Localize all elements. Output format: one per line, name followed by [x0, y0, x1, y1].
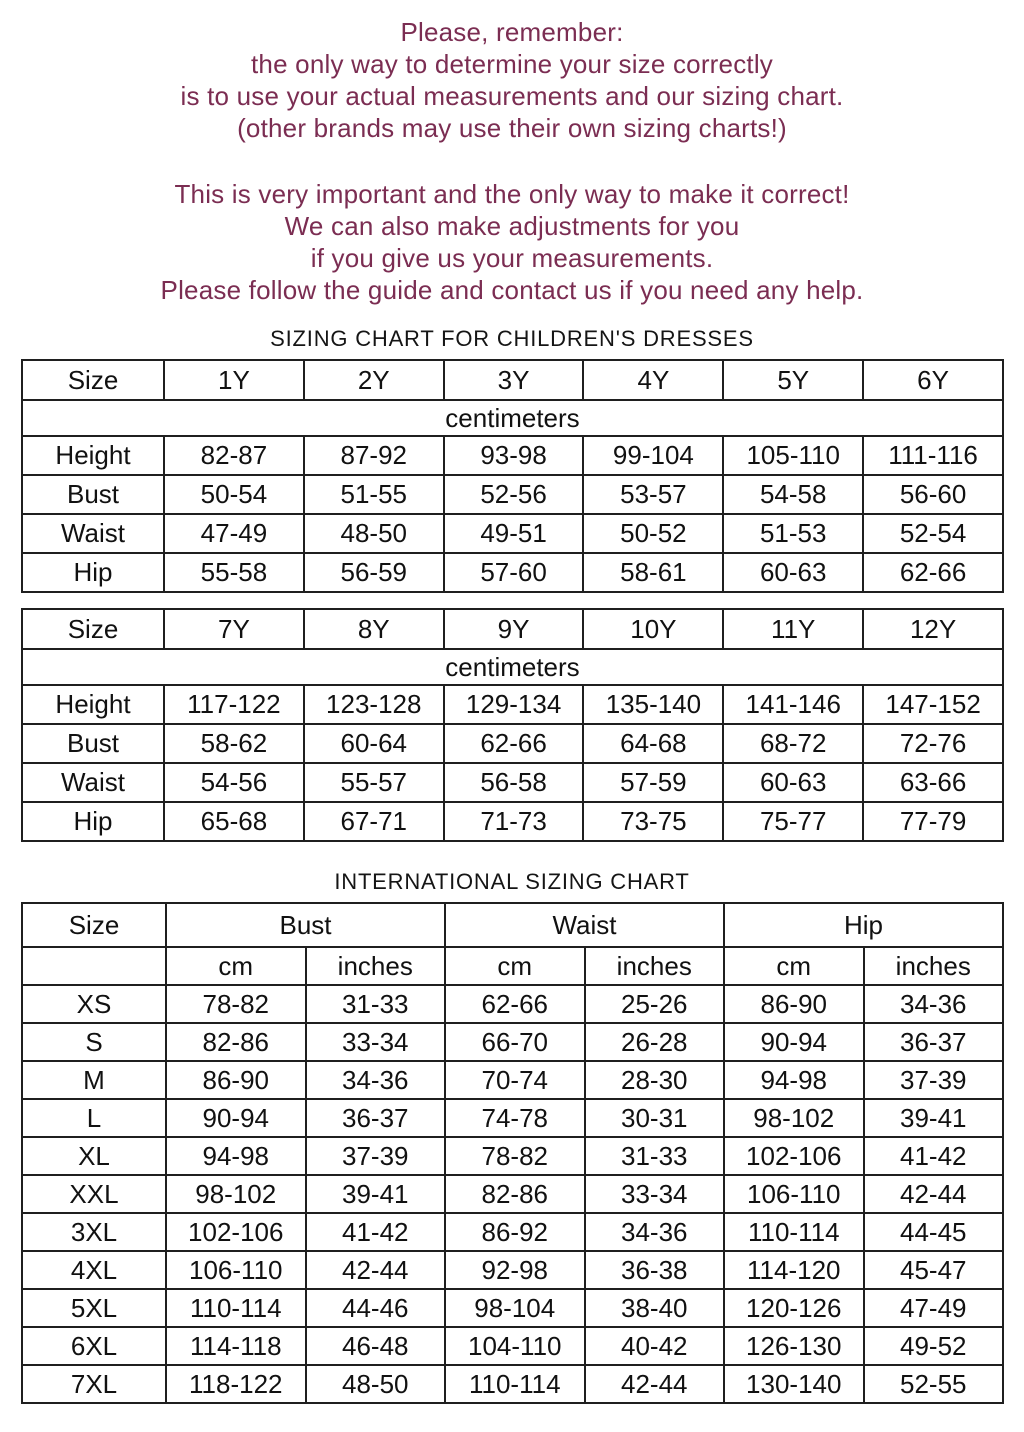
size-label-cell: Size: [22, 903, 166, 947]
table-row: [22, 1099, 1003, 1137]
value-cell: 86-90: [166, 1061, 306, 1099]
size-cell: XL: [22, 1137, 166, 1175]
value-cell: 70-74: [445, 1061, 585, 1099]
units-cell: centimeters: [22, 400, 1003, 436]
empty-cell: [22, 947, 166, 985]
value-cell: 44-45: [864, 1213, 1004, 1251]
measure-label-cell: Waist: [22, 763, 164, 802]
measure-value-cell: 50-52: [583, 514, 723, 553]
size-value-cell: 3Y: [444, 360, 584, 400]
value-cell: 33-34: [306, 1023, 446, 1061]
intro-line: This is very important and the only way to make it correct!: [174, 179, 850, 209]
value-cell: 82-86: [166, 1023, 306, 1061]
size-value-cell: 11Y: [723, 609, 863, 649]
value-cell: 104-110: [445, 1327, 585, 1365]
measure-value-cell: 49-51: [444, 514, 584, 553]
unit-header-cell: inches: [306, 947, 446, 985]
measure-value-cell: 57-60: [444, 553, 584, 592]
intro-line: Please follow the guide and contact us if you need any help.: [160, 275, 864, 305]
measure-value-cell: 60-63: [723, 553, 863, 592]
value-cell: 52-55: [864, 1365, 1004, 1403]
measure-value-cell: 87-92: [304, 436, 444, 475]
group-header-cell: Hip: [724, 903, 1003, 947]
measure-value-cell: 58-61: [583, 553, 723, 592]
value-cell: 90-94: [166, 1099, 306, 1137]
table-row: [22, 985, 1003, 1023]
unit-header-cell: inches: [585, 947, 725, 985]
measure-value-cell: 47-49: [164, 514, 304, 553]
size-cell: XS: [22, 985, 166, 1023]
measure-value-cell: 48-50: [304, 514, 444, 553]
value-cell: 33-34: [585, 1175, 725, 1213]
value-cell: 66-70: [445, 1023, 585, 1061]
measure-value-cell: 56-59: [304, 553, 444, 592]
value-cell: 34-36: [306, 1061, 446, 1099]
value-cell: 40-42: [585, 1327, 725, 1365]
measure-value-cell: 63-66: [863, 763, 1003, 802]
table-row: [22, 763, 1003, 802]
value-cell: 36-37: [864, 1023, 1004, 1061]
table-row: [22, 1023, 1003, 1061]
measure-label-cell: Height: [22, 685, 164, 724]
units-row: [22, 400, 1003, 436]
value-cell: 74-78: [445, 1099, 585, 1137]
value-cell: 34-36: [864, 985, 1004, 1023]
table-row: [22, 1365, 1003, 1403]
measure-value-cell: 54-58: [723, 475, 863, 514]
table-row: [22, 475, 1003, 514]
table-row: [22, 1327, 1003, 1365]
size-value-cell: 1Y: [164, 360, 304, 400]
measure-value-cell: 82-87: [164, 436, 304, 475]
measure-value-cell: 53-57: [583, 475, 723, 514]
table-row: [22, 1175, 1003, 1213]
measure-label-cell: Bust: [22, 475, 164, 514]
size-value-cell: 9Y: [444, 609, 584, 649]
measure-value-cell: 75-77: [723, 802, 863, 841]
value-cell: 31-33: [585, 1137, 725, 1175]
international-size-table: [21, 902, 1004, 1404]
measure-label-cell: Height: [22, 436, 164, 475]
children-size-table-1: [21, 359, 1004, 593]
value-cell: 41-42: [864, 1137, 1004, 1175]
group-header-cell: Waist: [445, 903, 724, 947]
size-cell: XXL: [22, 1175, 166, 1213]
measure-value-cell: 51-53: [723, 514, 863, 553]
value-cell: 78-82: [445, 1137, 585, 1175]
measure-label-cell: Hip: [22, 802, 164, 841]
unit-header-cell: cm: [445, 947, 585, 985]
size-cell: 4XL: [22, 1251, 166, 1289]
international-chart-title: INTERNATIONAL SIZING CHART: [334, 869, 690, 894]
measure-value-cell: 99-104: [583, 436, 723, 475]
table-row: [22, 514, 1003, 553]
size-label-cell: Size: [22, 360, 164, 400]
table-row: [22, 553, 1003, 592]
value-cell: 106-110: [166, 1251, 306, 1289]
paragraph-gap: [0, 144, 1024, 178]
value-cell: 130-140: [724, 1365, 864, 1403]
measure-value-cell: 65-68: [164, 802, 304, 841]
measure-value-cell: 111-116: [863, 436, 1003, 475]
value-cell: 39-41: [864, 1099, 1004, 1137]
children-size-table-2: [21, 608, 1004, 842]
value-cell: 49-52: [864, 1327, 1004, 1365]
units-row: [22, 649, 1003, 685]
measure-value-cell: 129-134: [444, 685, 584, 724]
measure-value-cell: 72-76: [863, 724, 1003, 763]
value-cell: 94-98: [724, 1061, 864, 1099]
units-cell: centimeters: [22, 649, 1003, 685]
value-cell: 37-39: [306, 1137, 446, 1175]
measure-value-cell: 52-54: [863, 514, 1003, 553]
value-cell: 34-36: [585, 1213, 725, 1251]
value-cell: 110-114: [166, 1289, 306, 1327]
value-cell: 30-31: [585, 1099, 725, 1137]
measure-value-cell: 147-152: [863, 685, 1003, 724]
table-row: [22, 1137, 1003, 1175]
intro-line: is to use your actual measurements and our sizing chart.: [180, 81, 844, 111]
value-cell: 37-39: [864, 1061, 1004, 1099]
value-cell: 31-33: [306, 985, 446, 1023]
value-cell: 41-42: [306, 1213, 446, 1251]
value-cell: 110-114: [724, 1213, 864, 1251]
size-cell: 5XL: [22, 1289, 166, 1327]
size-value-cell: 7Y: [164, 609, 304, 649]
size-cell: M: [22, 1061, 166, 1099]
measure-value-cell: 56-58: [444, 763, 584, 802]
size-value-cell: 6Y: [863, 360, 1003, 400]
intro-line: (other brands may use their own sizing charts!): [237, 113, 787, 143]
size-header-row: [22, 360, 1003, 400]
measure-value-cell: 77-79: [863, 802, 1003, 841]
group-header-row: [22, 903, 1003, 947]
intro-line: We can also make adjustments for you: [284, 211, 740, 241]
value-cell: 94-98: [166, 1137, 306, 1175]
unit-header-cell: cm: [166, 947, 306, 985]
size-cell: 3XL: [22, 1213, 166, 1251]
intro-line: if you give us your measurements.: [310, 243, 714, 273]
measure-value-cell: 93-98: [444, 436, 584, 475]
size-cell: S: [22, 1023, 166, 1061]
children-chart-title: SIZING CHART FOR CHILDREN'S DRESSES: [270, 326, 754, 351]
measure-value-cell: 55-58: [164, 553, 304, 592]
value-cell: 118-122: [166, 1365, 306, 1403]
value-cell: 36-37: [306, 1099, 446, 1137]
size-value-cell: 2Y: [304, 360, 444, 400]
value-cell: 98-102: [166, 1175, 306, 1213]
value-cell: 47-49: [864, 1289, 1004, 1327]
measure-value-cell: 55-57: [304, 763, 444, 802]
table-row: [22, 1289, 1003, 1327]
measure-value-cell: 67-71: [304, 802, 444, 841]
value-cell: 86-92: [445, 1213, 585, 1251]
units-header-row: [22, 947, 1003, 985]
value-cell: 102-106: [166, 1213, 306, 1251]
value-cell: 45-47: [864, 1251, 1004, 1289]
value-cell: 106-110: [724, 1175, 864, 1213]
value-cell: 25-26: [585, 985, 725, 1023]
value-cell: 39-41: [306, 1175, 446, 1213]
measure-value-cell: 123-128: [304, 685, 444, 724]
size-header-row: [22, 609, 1003, 649]
unit-header-cell: cm: [724, 947, 864, 985]
size-cell: L: [22, 1099, 166, 1137]
measure-value-cell: 56-60: [863, 475, 1003, 514]
measure-value-cell: 52-56: [444, 475, 584, 514]
measure-value-cell: 58-62: [164, 724, 304, 763]
value-cell: 38-40: [585, 1289, 725, 1327]
size-cell: 6XL: [22, 1327, 166, 1365]
value-cell: 36-38: [585, 1251, 725, 1289]
measure-value-cell: 64-68: [583, 724, 723, 763]
measure-value-cell: 68-72: [723, 724, 863, 763]
value-cell: 26-28: [585, 1023, 725, 1061]
value-cell: 28-30: [585, 1061, 725, 1099]
value-cell: 90-94: [724, 1023, 864, 1061]
size-value-cell: 12Y: [863, 609, 1003, 649]
size-value-cell: 4Y: [583, 360, 723, 400]
value-cell: 82-86: [445, 1175, 585, 1213]
value-cell: 42-44: [864, 1175, 1004, 1213]
measure-value-cell: 62-66: [444, 724, 584, 763]
size-cell: 7XL: [22, 1365, 166, 1403]
unit-header-cell: inches: [864, 947, 1004, 985]
table-row: [22, 1061, 1003, 1099]
table-row: [22, 1251, 1003, 1289]
size-value-cell: 8Y: [304, 609, 444, 649]
value-cell: 44-46: [306, 1289, 446, 1327]
value-cell: 98-102: [724, 1099, 864, 1137]
measure-value-cell: 62-66: [863, 553, 1003, 592]
measure-value-cell: 141-146: [723, 685, 863, 724]
value-cell: 126-130: [724, 1327, 864, 1365]
value-cell: 46-48: [306, 1327, 446, 1365]
measure-value-cell: 50-54: [164, 475, 304, 514]
value-cell: 102-106: [724, 1137, 864, 1175]
size-value-cell: 5Y: [723, 360, 863, 400]
value-cell: 48-50: [306, 1365, 446, 1403]
measure-value-cell: 71-73: [444, 802, 584, 841]
value-cell: 114-120: [724, 1251, 864, 1289]
value-cell: 110-114: [445, 1365, 585, 1403]
measure-value-cell: 60-64: [304, 724, 444, 763]
measure-value-cell: 51-55: [304, 475, 444, 514]
intro-text: [0, 0, 1024, 306]
intro-line: Please, remember:: [400, 17, 624, 47]
size-value-cell: 10Y: [583, 609, 723, 649]
measure-label-cell: Waist: [22, 514, 164, 553]
measure-label-cell: Hip: [22, 553, 164, 592]
value-cell: 42-44: [585, 1365, 725, 1403]
value-cell: 42-44: [306, 1251, 446, 1289]
table-row: [22, 436, 1003, 475]
measure-value-cell: 105-110: [723, 436, 863, 475]
measure-label-cell: Bust: [22, 724, 164, 763]
table-row: [22, 802, 1003, 841]
measure-value-cell: 60-63: [723, 763, 863, 802]
value-cell: 92-98: [445, 1251, 585, 1289]
group-header-cell: Bust: [166, 903, 445, 947]
table-row: [22, 685, 1003, 724]
value-cell: 114-118: [166, 1327, 306, 1365]
measure-value-cell: 117-122: [164, 685, 304, 724]
value-cell: 86-90: [724, 985, 864, 1023]
measure-value-cell: 57-59: [583, 763, 723, 802]
measure-value-cell: 73-75: [583, 802, 723, 841]
measure-value-cell: 54-56: [164, 763, 304, 802]
value-cell: 62-66: [445, 985, 585, 1023]
size-label-cell: Size: [22, 609, 164, 649]
intro-line: the only way to determine your size correctly: [251, 49, 773, 79]
table-row: [22, 724, 1003, 763]
measure-value-cell: 135-140: [583, 685, 723, 724]
value-cell: 78-82: [166, 985, 306, 1023]
value-cell: 120-126: [724, 1289, 864, 1327]
table-row: [22, 1213, 1003, 1251]
value-cell: 98-104: [445, 1289, 585, 1327]
